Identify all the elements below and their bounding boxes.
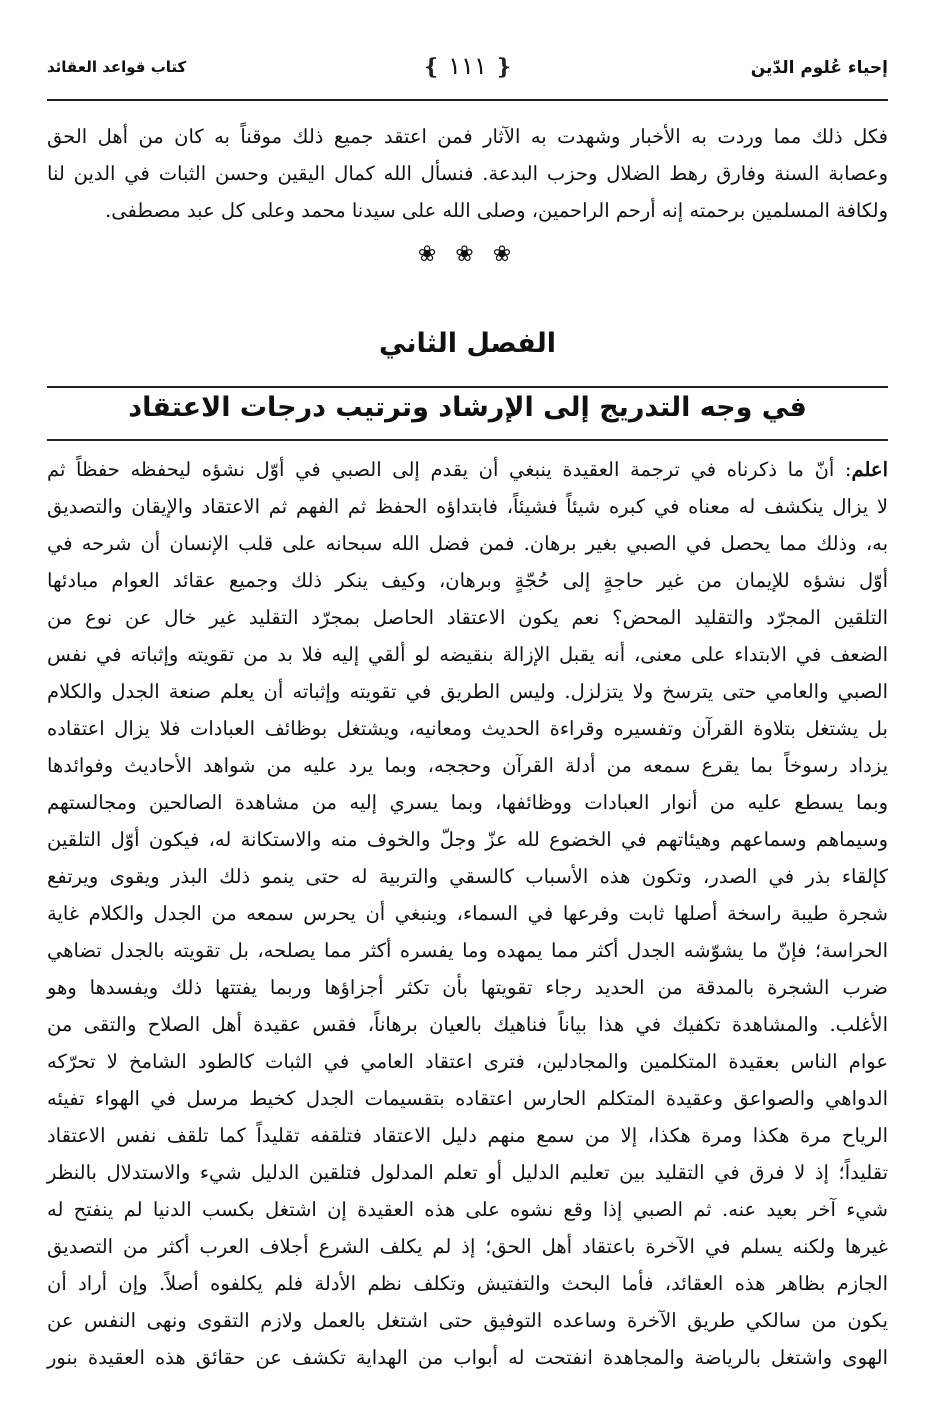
text-line: فكل ذلك مما وردت به الأخبار وشهدت به الآثار فمن اعتقد جميع ذلك موقناً به كان من أهل الحق [47,125,888,148]
text-line: شيء آخر بعيد عنه. ثم الصبي إذا وقع نشوه على هذه العقيدة إن اشتغل بكسب الدنيا لم ينفتح له [47,1198,888,1221]
section-rule-top [47,386,888,388]
text-line: يكون من سالكي طريق الآخرة وساعده التوفيق حتى اشتغل بالعمل ولازم التقوى ونهى النفس عن [47,1309,888,1332]
text-line: عوام الناس بعقيدة المتكلمين والمجادلين، فترى اعتقاد العامي في الثبات كالطود الشامخ لا تحرّكه [47,1050,888,1073]
section-rule-bottom [47,439,888,441]
text-line: الضعف في الابتداء على معنى، أنه يقبل الإزالة بنقيضه لو ألقي إليه فلا بد من تقويته وإثباته في نفس [47,643,888,666]
chapter-book-title: كتاب قواعد العقائد [47,58,187,76]
text-line: الهوى واشتغل بالرياضة والمجاهدة انفتحت له أبواب من الهداية تكشف عن حقائق هذه العقيدة بنور [47,1346,888,1369]
text-line: أوّل نشؤه للإيمان من غير حاجةٍ إلى حُجّةٍ وبرهان، وكيف ينكر ذلك وجميع عقائد العوام مبادئها [47,569,888,592]
paragraph-main [47,451,888,1376]
text-line: بل يشتغل بتلاوة القرآن وتفسيره وقراءة الحديث ومعانيه، ويشتغل بوظائف العبادات فلا يزال اعتقاده [47,717,888,740]
text-line: كإلقاء بذر في الصدر، وتكون هذه الأسباب كالسقي والتربية له حتى ينمو ذلك البذر ويقوى ويرتفع [47,865,888,888]
text-line: الرياح مرة هكذا ومرة هكذا، إلا من سمع منهم دليل الاعتقاد فتلقفه تقليداً كما تلقف نفس الاعتقاد [47,1124,888,1147]
text-line: غيرها ولكنه يسلم في الآخرة باعتقاد أهل الحق؛ إذ لم يكلف الشرع أجلاف العرب أكثر من التصديق [47,1235,888,1258]
text-line: الدواهي والصواعق وعقيدة المتكلم الحارس اعتقاده بتقسيمات الجدل كخيط مرسل في الهواء تفيئه [47,1087,888,1110]
header-rule [47,99,888,101]
text-line: الأغلب. والمشاهدة تكفيك في هذا بياناً فناهيك بالعيان برهاناً، فقس عقيدة أهل الصلاح والتقى من [47,1013,888,1036]
book-page [47,0,888,1403]
text-line [47,451,888,488]
text-line: ضرب الشجرة بالمدقة من الحديد رجاء تقويتها بأن تكثر أجزاؤها وربما يفتتها ذلك ويفسدها وهو [47,976,888,999]
page-number: ١١١ [448,52,487,80]
text-line: يزداد رسوخاً بما يقرع سمعه من أدلة القرآن وحججه، وبما يرد عليه من شواهد الأحاديث وفوائدها [47,754,888,777]
book-title: إحياء عُلوم الدّين [750,58,888,78]
text-line: وسيماهم وسماعهم وهيئاتهم في الخضوع لله عزّ وجلّ والخوف منه والاستكانة له، فيكون أوّل التلقين [47,828,888,851]
text-line: ولكافة المسلمين برحمته إنه أرحم الراحمين، وصلى الله على سيدنا محمد وعلى كل عبد مصطفى. [105,199,888,222]
ornament-left-icon: ❴ [422,55,441,80]
text-line: وعصابة السنة وفارق رهط الضلال وحزب البدعة. فنسأل الله كمال اليقين وحسن الثبات في الدين لنا [47,162,888,185]
text-fragment: : أنّ ما ذكرناه في ترجمة العقيدة ينبغي أن يقدم إلى الصبي في أوّل نشؤه ليحفظه حفظاً ثم [47,458,852,481]
text-line: تقليداً؛ إذ لا فرق في التقليد بين تعليم الدليل أو تعلم المدلول فتلقين الدليل شيء والاستدلال بالنظر [47,1161,888,1184]
text-line: الصبي والعامي حتى يترسخ ولا يتزلزل. وليس الطريق في تقويته وإثباته أن يعلم صنعة الجدل والكلام [47,680,888,703]
running-header [47,52,888,86]
text-line: الجازم بظاهر هذه العقائد، فأما البحث والتفتيش وتكلف نظم الأدلة فلم يكلفوه أصلاً. وإن أراد أن [47,1272,888,1295]
text-line: التلقين المجرّد والتقليد المحض؟ نعم يكون الاعتقاد الحاصل بمجرّد التقليد غير خال عن نوع من [47,606,888,629]
lead-word: اعلم [851,458,888,481]
paragraph-closing [47,118,888,229]
flower-separator-icon: ❀ ❀ ❀ [417,242,518,267]
text-line: لا يزال ينكشف له معناه في كبره شيئاً فشيئاً، فابتداؤه الحفظ ثم الفهم ثم الاعتقاد والإيقان والتصديق [47,495,888,518]
text-line: وبما يسطع عليه من أنوار العبادات ووظائفها، وبما يسري إليه من مشاهدة الصالحين ومجالستهم [47,791,888,814]
text-line: الحراسة؛ فإنّ ما يشوّشه الجدل أكثر مما يمهده وما يفسره أكثر مما يصلحه، بل تقويته بالجدل تضاهي [47,939,888,962]
text-line: به، وذلك مما يحصل في الصبي بغير برهان. فمن فضل الله سبحانه على قلب الإنسان أن شرحه في [47,532,888,555]
text-line: شجرة طيبة راسخة أصلها ثابت وفرعها في السماء، وينبغي أن يحرس سمعه من الجدل والكلام غاية [47,902,888,925]
chapter-title: الفصل الثاني [379,328,556,359]
ornament-right-icon: ❵ [494,55,513,80]
section-title: في وجه التدريج إلى الإرشاد وترتيب درجات الاعتقاد [128,392,807,423]
page-number-block [422,52,513,80]
